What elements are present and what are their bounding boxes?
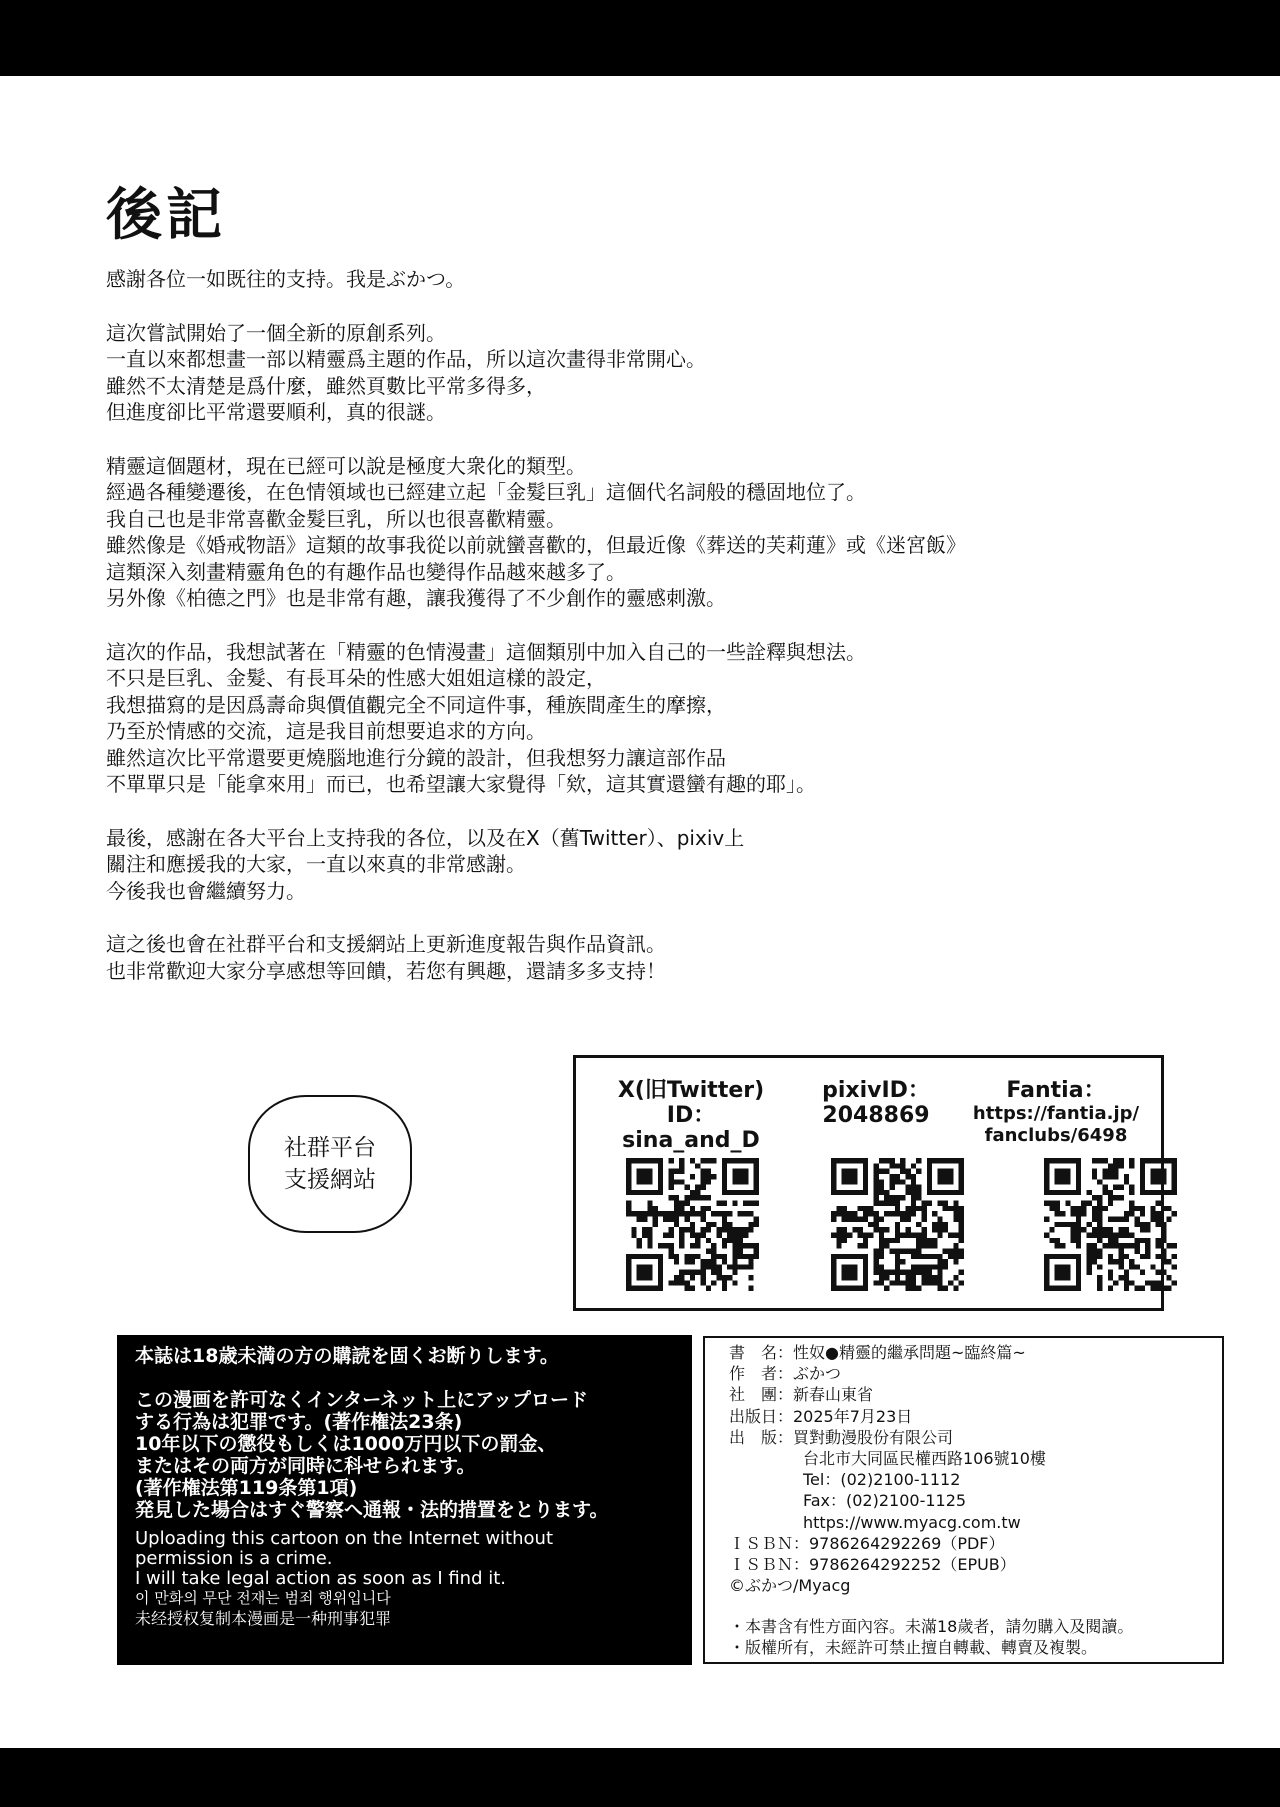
afterword-paragraph (106, 320, 1106, 426)
twitter-column (596, 1078, 786, 1153)
twitter-label: X(旧Twitter) ID： (617, 1078, 765, 1128)
afterword-line: 不只是巨乳、金髮、有長耳朵的性感大姐姐這樣的設定， (106, 666, 606, 690)
afterword-line: 另外像《柏德之門》也是非常有趣，讓我獲得了不少創作的靈感刺激。 (106, 586, 726, 610)
afterword-paragraph (106, 639, 1106, 798)
afterword-line: 關注和應援我的大家，一直以來真的非常感謝。 (106, 852, 526, 876)
colophon-line: 書 名：性奴●精靈的繼承問題~臨終篇~ (729, 1343, 1026, 1362)
fantia-url[interactable]: https://fantia.jp/ (972, 1103, 1140, 1124)
afterword-paragraph (106, 931, 1106, 984)
speech-bubble (248, 1095, 412, 1233)
colophon-address-line: 台北市大同區民權西路106號10樓 (803, 1449, 1046, 1469)
colophon-address-line: Tel：(02)2100-1112 (803, 1470, 961, 1490)
afterword-line: 一直以來都想畫一部以精靈爲主題的作品，所以這次畫得非常開心。 (106, 347, 706, 371)
afterword-paragraph (106, 453, 1106, 612)
afterword-line: 不單單只是「能拿來用」而已，也希望讓大家覺得「欸，這其實還蠻有趣的耶」。 (106, 772, 816, 796)
legal-jp-line: (著作権法第119条第1項) (135, 1477, 358, 1499)
afterword-line: 雖然不太清楚是爲什麼，雖然頁數比平常多得多， (106, 373, 546, 398)
pixiv-label: pixivID： (822, 1078, 930, 1103)
afterword-line: 雖然這次比平常還要更燒腦地進行分鏡的設計，但我想努力讓這部作品 (106, 745, 726, 770)
legal-jp-line: 本誌は18歳未満の方の購読を固くお断りします。 (135, 1345, 559, 1367)
legal-cn-line: 未经授权复制本漫画是一种刑事犯罪 (135, 1609, 392, 1628)
qr-code-icon[interactable] (626, 1158, 759, 1291)
afterword-line: 也非常歡迎大家分享感想等回饋，若您有興趣，還請多多支持！ (106, 958, 666, 983)
colophon-line: 作 者：ぶかつ (729, 1364, 842, 1384)
afterword-line: 這類深入刻畫精靈角色的有趣作品也變得作品越來越多了。 (106, 559, 626, 584)
qr-code-icon[interactable] (831, 1158, 964, 1291)
legal-en-line: I will take legal action as soon as I find it. (135, 1568, 507, 1589)
afterword-line: 我自己也是非常喜歡金髮巨乳，所以也很喜歡精靈。 (106, 506, 566, 531)
page-title: 後記 (106, 182, 226, 248)
fantia-url[interactable]: fanclubs/6498 (984, 1125, 1128, 1146)
legal-en-line: Uploading this cartoon on the Internet without (135, 1528, 553, 1549)
bubble-line: 社群平台 (284, 1135, 376, 1161)
bottom-black-bar (0, 1748, 1280, 1807)
afterword-paragraph (106, 825, 1106, 905)
legal-jp-line: する行為は犯罪です。(著作権法23条) (135, 1411, 463, 1433)
colophon-address-line: Fax：(02)2100-1125 (803, 1491, 967, 1511)
colophon-address-line: https://www.myacg.com.tw (803, 1512, 1021, 1532)
afterword-body (106, 266, 1106, 1011)
colophon-line: 出 版：買對動漫股份有限公司 (729, 1427, 954, 1447)
qr-code-icon[interactable] (1044, 1158, 1177, 1291)
afterword-line: 精靈這個題材，現在已經可以說是極度大衆化的類型。 (106, 453, 586, 478)
colophon-note: ・版權所有，未經許可禁止擅自轉載、轉賣及複製。 (729, 1638, 1098, 1658)
legal-kr-line: 이 만화의 무단 전재는 범죄 행위입니다 (135, 1589, 391, 1607)
legal-en-line: permission is a crime. (135, 1548, 333, 1569)
afterword-line: 這之後也會在社群平台和支援網站上更新進度報告與作品資訊。 (106, 932, 666, 956)
colophon-isbn-line: ©ぶかつ/Myacg (729, 1576, 851, 1596)
legal-jp-line: この漫画を許可なくインターネット上にアップロード (135, 1389, 588, 1411)
colophon-isbn-line: ＩＳＢＮ：9786264292252（EPUB） (729, 1555, 1016, 1575)
legal-jp-line: 10年以下の懲役もしくは1000万円以下の罰金、 (135, 1433, 557, 1455)
legal-jp-line: またはその両方が同時に科せられます。 (135, 1455, 476, 1477)
spacer (135, 1367, 692, 1389)
afterword-line: 最後，感謝在各大平台上支持我的各位，以及在X（舊Twitter）、pixiv上 (106, 825, 745, 850)
afterword-line: 但進度卻比平常還要順利，真的很謎。 (106, 400, 446, 424)
fantia-column (961, 1078, 1151, 1147)
afterword-line: 今後我也會繼續努力。 (106, 878, 306, 903)
fantia-label: Fantia： (1006, 1078, 1106, 1103)
top-black-bar (0, 0, 1280, 76)
legal-notice (117, 1335, 692, 1665)
afterword-line: 這次嘗試開始了一個全新的原創系列。 (106, 320, 446, 345)
afterword-paragraph (106, 266, 1106, 293)
pixiv-id: 2048869 (822, 1103, 930, 1128)
colophon-isbn-line: ＩＳＢＮ：9786264292269（PDF） (729, 1533, 1005, 1553)
afterword-line: 雖然像是《婚戒物語》這類的故事我從以前就蠻喜歡的，但最近像《葬送的芙莉蓮》或《迷宮飯》 (106, 533, 966, 557)
colophon-line: 社 團：新春山東省 (729, 1385, 874, 1405)
afterword-line: 經過各種變遷後，在色情領域也已經建立起「金髮巨乳」這個代名詞般的穩固地位了。 (106, 480, 866, 504)
colophon (703, 1336, 1224, 1664)
colophon-line: 出版日：2025年7月23日 (729, 1406, 913, 1426)
social-links-box (573, 1055, 1164, 1311)
twitter-id: sina_and_D (622, 1128, 760, 1153)
afterword-line: 這次的作品，我想試著在「精靈的色情漫畫」這個類別中加入自己的一些詮釋與想法。 (106, 639, 866, 664)
bubble-line: 支援網站 (284, 1167, 376, 1193)
afterword-line: 我想描寫的是因爲壽命與價值觀完全不同這件事，種族間產生的摩擦， (106, 692, 726, 717)
legal-jp-line: 発見した場合はすぐ警察へ通報・法的措置をとります。 (135, 1499, 609, 1521)
afterword-line: 感謝各位一如既往的支持。我是ぶかつ。 (106, 267, 466, 291)
afterword-line: 乃至於情感的交流，這是我目前想要追求的方向。 (106, 719, 546, 743)
colophon-note: ・本書含有性方面內容。未滿18歲者，請勿購入及閱讀。 (729, 1617, 1134, 1636)
pixiv-column (781, 1078, 971, 1128)
